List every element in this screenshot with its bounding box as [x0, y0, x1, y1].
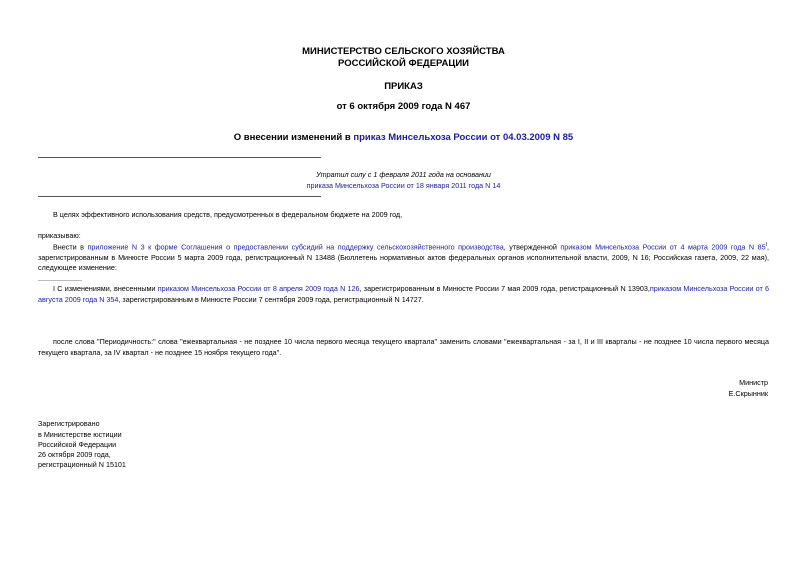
- status-line: Утратил силу с 1 февраля 2011 года на основании: [316, 170, 491, 179]
- order-354-link[interactable]: приказом Минсельхоза России от 6 августа 2009 года N 354: [38, 284, 770, 304]
- registration-line-1: Зарегистрировано: [38, 419, 100, 428]
- order-85-link[interactable]: приказом Минсельхоза России от 4 марта 2009 года N 85: [560, 242, 766, 252]
- title-link[interactable]: приказ Минсельхоза России от 04.03.2009 N 85: [353, 132, 574, 143]
- separator-top: [38, 157, 321, 158]
- document-title: [0, 132, 807, 143]
- footnote-mark: I: [53, 284, 55, 293]
- order-word: приказываю:: [38, 231, 81, 240]
- registration-line-4: 26 октября 2009 года,: [38, 450, 111, 459]
- registration-line-2: в Министерстве юстиции: [38, 430, 122, 439]
- repeal-order-link[interactable]: приказа Минсельхоза России от 18 января 2011 года N 14: [306, 181, 501, 190]
- ministry-line-2: РОССИЙСКОЙ ФЕДЕРАЦИИ: [337, 58, 469, 69]
- footnote-separator: [38, 280, 82, 281]
- separator-bottom: [38, 196, 321, 197]
- amendment-paragraph: Внести в приложение N 3 к форме Соглашения о предоставлении субсидий на поддержку сельскохозяйственного производства, утвержденной приказом Минсельхоза России от 4 марта 2009 года N $85^I$, зарегистрированным в Минюсте России 5 марта 2009 года, регистрационный N 13488 (Бюллетень нормативных актов федеральных органов исполнительной власти, 2009, N 16; Российская газета, 2009, 22 мая), следующее изменение:: [38, 242, 769, 273]
- footnote: I С изменениями, внесенными приказом Минсельхоза России от 8 апреля 2009 года N 126, зарегистрированным в Минюсте России 7 мая 2009 года, регистрационный N 13903,приказом Минсельхоза России от 6 августа 2009 года N 354, зарегистрированным в Минюсте России 7 сентября 2009 года, регистрационный N 14727.: [38, 284, 770, 304]
- ministry-line-1: МИНИСТЕРСТВО СЕЛЬСКОГО ХОЗЯЙСТВА: [302, 46, 505, 57]
- status-link-line: [0, 181, 807, 192]
- document-date-number: от 6 октября 2009 года N 467: [336, 101, 471, 112]
- title-prefix: О внесении изменений в: [233, 132, 354, 143]
- signature-name: Е.Скрынник: [728, 389, 768, 398]
- registration-line-5: регистрационный N 15101: [38, 460, 126, 469]
- signature-position: Министр: [739, 378, 768, 387]
- order-126-link[interactable]: приказом Минсельхоза России от 8 апреля 2009 года N 126: [157, 284, 360, 293]
- footnote-ref: I: [765, 242, 767, 248]
- appendix-link[interactable]: приложение N 3 к форме Соглашения о предоставлении субсидий на поддержку сельскохозяйственного производства: [87, 242, 504, 252]
- intro-paragraph: В целях эффективного использования средств, предусмотренных в федеральном бюджете на 2009 год,: [53, 210, 403, 219]
- registration-line-3: Российской Федерации: [38, 440, 117, 449]
- change-text: после слова "Периодичность:" слова "ежеквартальная - не позднее 10 числа первого месяца текущего квартала" заменить словами "ежеквартальная - за I, II и III кварталы - не позднее 10 числа первого месяца текущего квартала, за IV квартал - не позднее 15 ноября текущего года".: [38, 337, 769, 357]
- document-type: ПРИКАЗ: [384, 81, 423, 92]
